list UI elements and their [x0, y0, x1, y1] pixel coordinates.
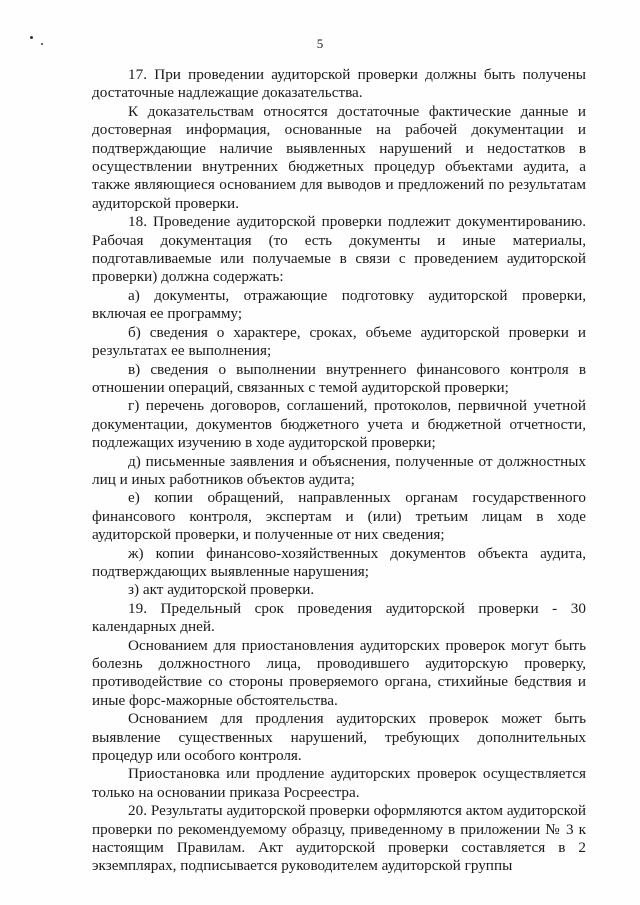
list-item-a: а) документы, отражающие подготовку аудиторской проверки, включая ее программу; [92, 286, 586, 323]
paragraph-order: Приостановка или продление аудиторских проверок осуществляется только на основании приказа Росреестра. [92, 765, 586, 801]
paragraph-19: 19. Предельный срок проведения аудиторской проверки - 30 календарных дней. [92, 599, 586, 636]
paragraph-20: 20. Результаты аудиторской проверки оформляются актом аудиторской проверки по рекомендуемому образцу, приведенному в приложении № 3 к настоящим Правилам. Акт аудиторской проверки составляется в 2 экземплярах, подписывается руководителем аудиторской группы [92, 802, 586, 875]
list-item-zh: ж) копии финансово-хозяйственных документов объекта аудита, подтверждающих выявленные нарушения; [92, 544, 586, 580]
paragraph-17: 17. При проведении аудиторской проверки должны быть получены достаточные надлежащие доказательства. [92, 66, 586, 102]
paragraph-18: 18. Проведение аудиторской проверки подлежит документированию. Рабочая документация (то есть документы и иные материалы, подготавливаемые или получаемые в связи с проведением аудиторской проверки) должна содержать: [92, 213, 586, 286]
paragraph-suspension: Основанием для приостановления аудиторских проверок могут быть болезнь должностного лица, проводившего аудиторскую проверку, противодействие со стороны проверяемого органа, стихийные бедствия и иные форс-мажорные обстоятельства. [92, 636, 586, 709]
list-item-z: з) акт аудиторской проверки. [128, 581, 315, 599]
page-number: 5 [316, 36, 324, 51]
document-body [92, 66, 586, 876]
list-item-g: г) перечень договоров, соглашений, протоколов, первичной учетной документации, документов бюджетного учета и бюджетной отчетности, подлежащих изучению в ходе аудиторской проверки; [92, 397, 586, 452]
list-item-b: б) сведения о характере, сроках, объеме аудиторской проверки и результатах ее выполнения; [92, 323, 586, 360]
paragraph-extension: Основанием для продления аудиторских проверок может быть выявление существенных нарушений, требующих дополнительных процедур или особого контроля. [92, 710, 586, 765]
list-item-e: е) копии обращений, направленных органам государственного финансового контроля, экспертам и (или) третьим лицам в ходе аудиторской проверки, и полученные от них сведения; [92, 489, 586, 544]
paragraph-evidence: К доказательствам относятся достаточные фактические данные и достоверная информация, основанные на рабочей документации и подтверждающие наличие выявленных нарушений и недостатков в осуществлении внутренних бюджетных процедур объектами аудита, а также являющиеся основанием для выводов и предложений по результатам аудиторской проверки. [92, 102, 586, 212]
list-item-v: в) сведения о выполнении внутреннего финансового контроля в отношении операций, связанных с темой аудиторской проверки; [92, 360, 586, 396]
list-item-d: д) письменные заявления и объяснения, полученные от должностных лиц и иных работников объектов аудита; [92, 452, 586, 488]
